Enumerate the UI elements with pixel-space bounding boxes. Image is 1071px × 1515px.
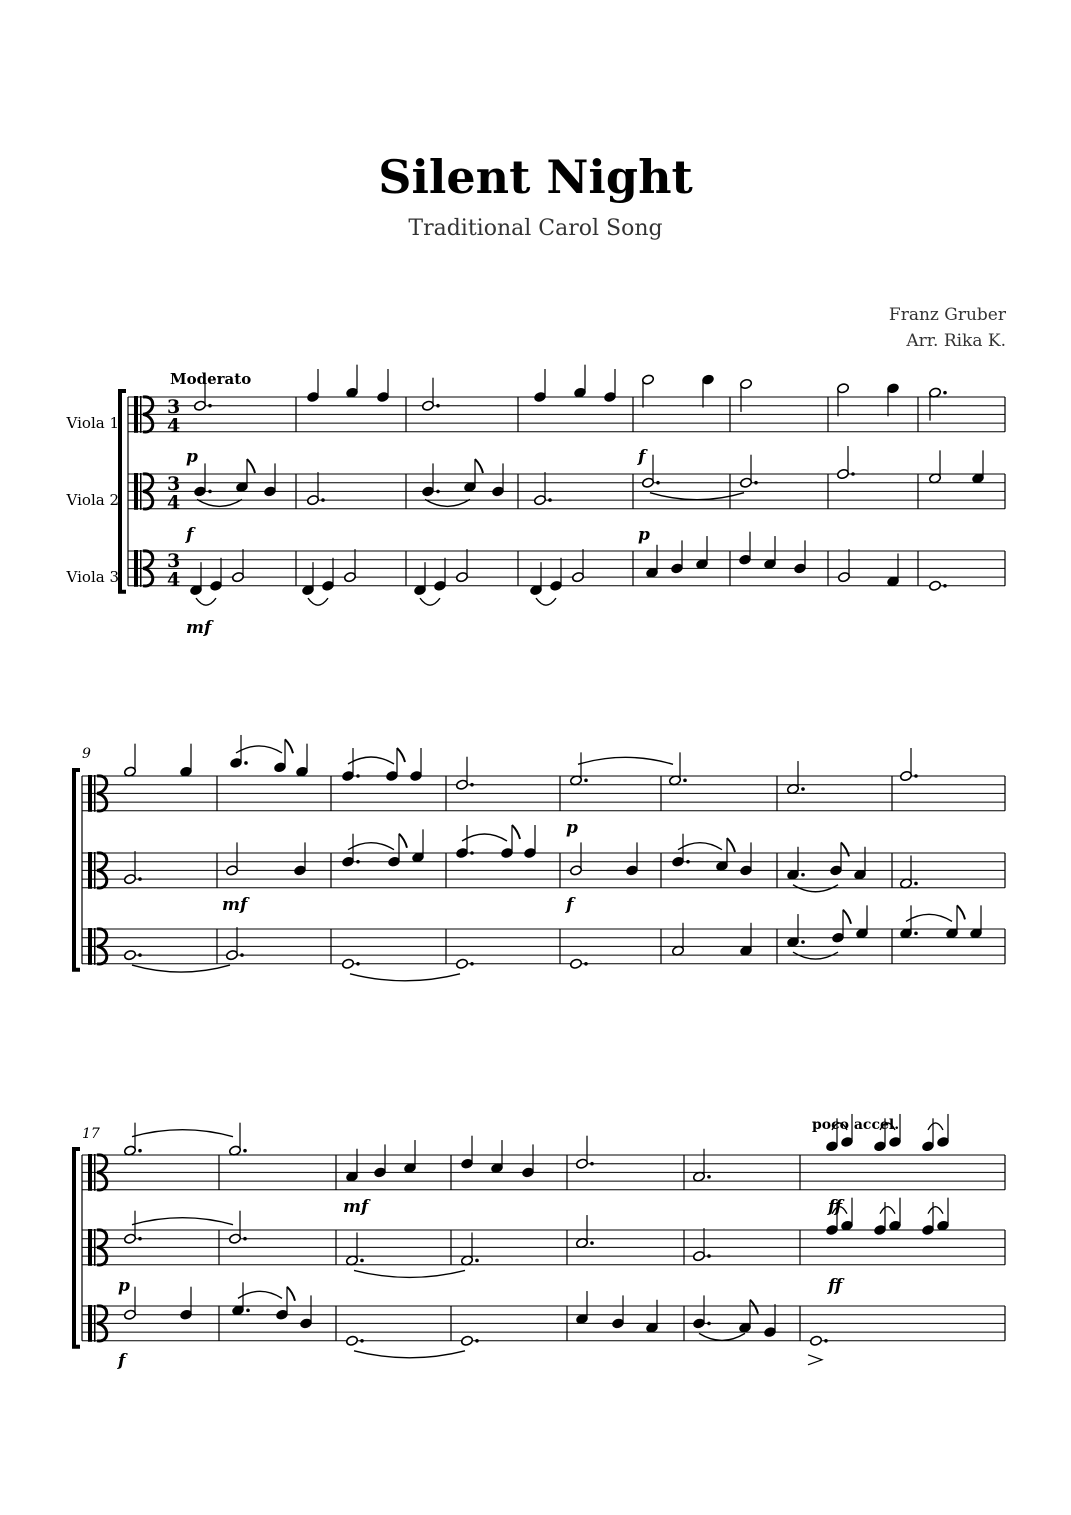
slur [236,746,282,753]
system-bracket [120,391,126,592]
dynamic-marking: ff [828,1197,843,1217]
measure-number-17: 17 [82,1126,100,1142]
augmentation-dot [707,1322,711,1326]
note [929,580,942,591]
augmentation-dot [240,953,244,957]
augmentation-dot [707,1254,711,1258]
note-flag [399,834,407,848]
note [342,958,355,969]
note-flag [727,838,735,852]
slur [132,965,230,972]
music-layer [74,365,1005,1365]
page-title: Silent Night [378,150,693,204]
augmentation-dot [470,783,474,787]
augmentation-dot [801,787,805,791]
note [456,958,469,969]
slur [462,834,507,841]
augmentation-dot [243,1149,247,1153]
augmentation-dot [138,877,142,881]
svg-text:3: 3 [167,396,181,418]
note [810,1335,823,1346]
slur [354,1270,465,1277]
composer-credit: Franz Gruber [888,305,1006,325]
note-flag [841,842,849,856]
augmentation-dot [590,1162,594,1166]
note-flag [750,1300,758,1314]
note [461,1335,474,1346]
note [346,1335,359,1346]
dynamic-marking: mf [343,1197,369,1217]
dynamic-marking: p [186,447,198,467]
augmentation-dot [475,1339,479,1343]
slur [348,757,394,764]
slur [348,843,394,850]
slur [132,1130,233,1137]
svg-text:3: 3 [167,473,181,495]
slur [906,914,952,921]
time-signature-viola-2 [167,473,180,514]
augmentation-dot [943,584,947,588]
augmentation-dot [707,1175,711,1179]
slur [350,974,460,981]
system-bracket [74,1149,80,1347]
note [124,949,137,960]
accel-marking: poco accel. [812,1117,900,1133]
slur [354,1351,465,1358]
augmentation-dot [943,391,947,395]
svg-text:4: 4 [167,415,181,437]
augmentation-dot [138,1237,142,1241]
augmentation-dot [208,404,212,408]
time-signature-viola-3 [167,550,180,591]
dynamic-marking: f [118,1351,126,1371]
svg-text:4: 4 [167,492,181,514]
augmentation-dot [914,774,918,778]
augmentation-dot [356,774,360,778]
note-flag [247,459,255,473]
augmentation-dot [686,860,690,864]
augmentation-dot [548,498,552,502]
augmentation-dot [656,481,660,485]
augmentation-dot [356,962,360,966]
augmentation-dot [244,761,248,765]
augmentation-dot [584,779,588,783]
augmentation-dot [475,1259,479,1263]
slur [928,1123,943,1130]
instrument-label-viola-3: Viola 3 [66,568,119,586]
slur [699,1333,745,1340]
dynamic-marking: p [638,525,650,545]
augmentation-dot [138,953,142,957]
instrument-label-viola-1: Viola 1 [66,414,119,432]
dynamic-marking: f [186,525,194,545]
note-flag [287,1287,295,1301]
note-flag [957,905,965,919]
dynamic-marking: p [566,818,578,838]
augmentation-dot [360,1259,364,1263]
dynamic-marking: mf [222,895,248,915]
time-signature-viola-1 [167,396,180,437]
slur [420,598,440,605]
system-bracket [74,770,80,970]
augmentation-dot [470,851,474,855]
slur [678,843,722,850]
slur [536,598,556,605]
dynamic-marking: p [118,1276,130,1296]
augmentation-dot [436,404,440,408]
slur [238,1291,282,1298]
note-flag [397,748,405,762]
tempo-marking: Moderato [170,370,252,388]
augmentation-dot [851,472,855,476]
dynamic-marking: ff [828,1276,843,1296]
accent-mark [808,1355,822,1365]
augmentation-dot [801,873,805,877]
slur [132,1218,233,1225]
augmentation-dot [824,1339,828,1343]
slur [880,1207,895,1214]
slur [928,1207,943,1214]
augmentation-dot [683,779,687,783]
slur [578,757,673,764]
slur [308,598,328,605]
augmentation-dot [470,962,474,966]
dynamic-marking: mf [186,618,212,638]
page-subtitle: Traditional Carol Song [408,216,663,241]
augmentation-dot [138,1149,142,1153]
augmentation-dot [360,1339,364,1343]
augmentation-dot [356,860,360,864]
augmentation-dot [590,1241,594,1245]
augmentation-dot [914,882,918,886]
augmentation-dot [246,1309,250,1313]
note-flag [285,739,293,753]
note [570,958,583,969]
note-flag [475,459,483,473]
augmentation-dot [321,498,325,502]
augmentation-dot [436,490,440,494]
note-flag [512,825,520,839]
augmentation-dot [243,1237,247,1241]
dynamic-marking: f [638,447,646,467]
measure-number-9: 9 [82,746,91,762]
instrument-label-viola-2: Viola 2 [66,491,119,509]
dynamic-marking: f [566,895,574,915]
augmentation-dot [754,481,758,485]
note-flag [843,910,851,924]
arranger-credit: Arr. Rika K. [906,331,1006,351]
svg-text:4: 4 [167,569,181,591]
augmentation-dot [208,490,212,494]
augmentation-dot [584,962,588,966]
svg-text:3: 3 [167,550,181,572]
slur [196,598,216,605]
augmentation-dot [914,932,918,936]
augmentation-dot [801,940,805,944]
